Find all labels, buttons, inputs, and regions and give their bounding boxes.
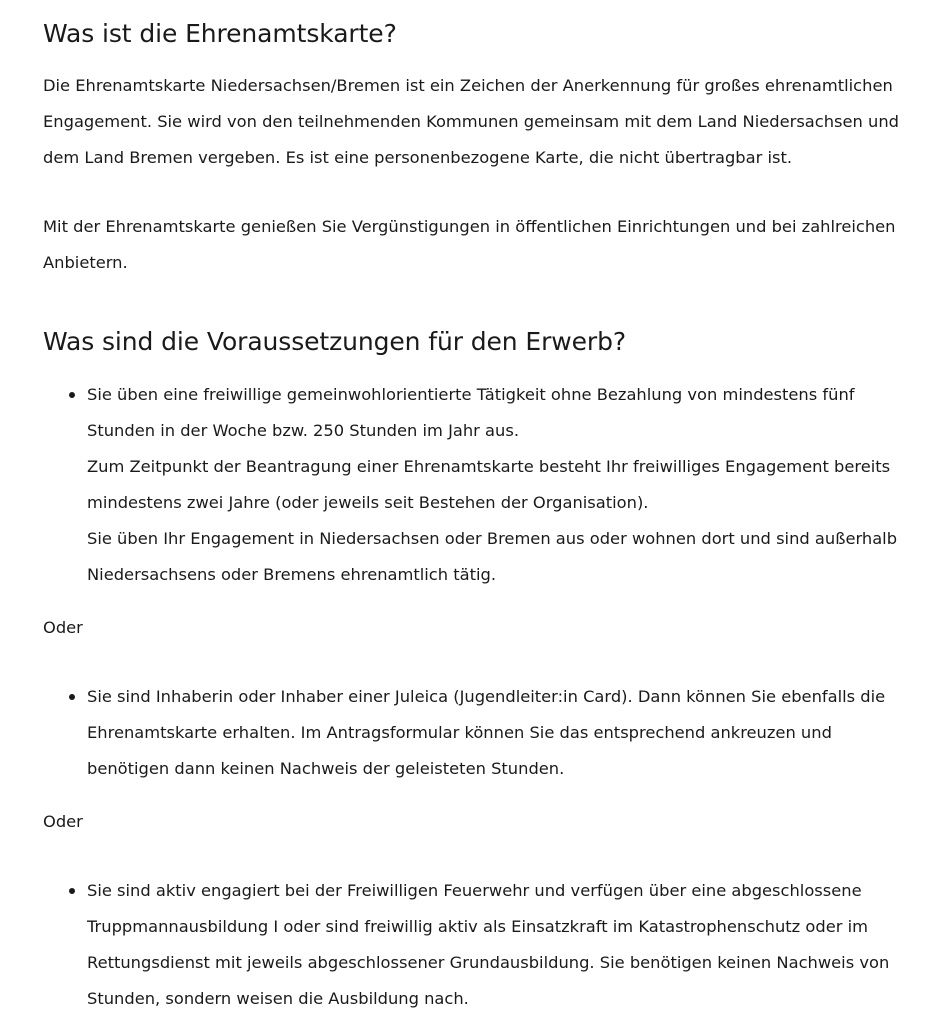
requirement-fire-brigade: Sie sind aktiv engagiert bei der Freiwilligen Feuerwehr und verfügen über eine abgeschlossene Truppmannausbildung I oder sind freiwillig aktiv als Einsatzkraft im Katastrophenschutz oder im Rettungsdienst mit jeweils abgeschlossener Grundausbildung. Sie benötigen keinen Nachweis von Stunden, sondern weisen die Ausbildung nach. bbox=[87, 881, 890, 1008]
heading-what-is-card: Was ist die Ehrenamtskarte? bbox=[43, 19, 397, 48]
benefits-paragraph: Mit der Ehrenamtskarte genießen Sie Vergünstigungen in öffentlichen Einrichtungen und bei zahlreichen Anbietern. bbox=[43, 217, 896, 272]
requirement-juleica: Sie sind Inhaberin oder Inhaber einer Juleica (Jugendleiter:in Card). Dann können Sie ebenfalls die Ehrenamtskarte erhalten. Im Antragsformular können Sie das entsprechend ankreuzen und benötigen dann keinen Nachweis der geleisteten Stunden. bbox=[87, 687, 886, 778]
bullet-icon bbox=[69, 888, 75, 894]
requirement-activity-hours: Sie üben eine freiwillige gemeinwohlorientierte Tätigkeit ohne Bezahlung von mindestens fünf Stunden in der Woche bzw. 250 Stunden im Jahr aus. bbox=[87, 385, 855, 440]
requirements-list-1 bbox=[43, 377, 902, 593]
list-item bbox=[87, 377, 902, 593]
list-item bbox=[87, 873, 902, 1017]
separator-oder: Oder bbox=[43, 812, 83, 831]
bullet-icon bbox=[69, 694, 75, 700]
requirement-duration: Zum Zeitpunkt der Beantragung einer Ehrenamtskarte besteht Ihr freiwilliges Engagement bereits mindestens zwei Jahre (oder jeweils seit Bestehen der Organisation). bbox=[87, 457, 891, 512]
list-item bbox=[87, 679, 902, 787]
requirements-list-3 bbox=[43, 873, 902, 1017]
intro-paragraph: Die Ehrenamtskarte Niedersachsen/Bremen ist ein Zeichen der Anerkennung für großes ehrenamtlichen Engagement. Sie wird von den teilnehmenden Kommunen gemeinsam mit dem Land Niedersachsen und dem Land Bremen vergeben. Es ist eine personenbezogene Karte, die nicht übertragbar ist. bbox=[43, 76, 900, 167]
separator-oder: Oder bbox=[43, 618, 83, 637]
bullet-icon bbox=[69, 392, 75, 398]
requirements-list-2 bbox=[43, 679, 902, 787]
heading-requirements: Was sind die Voraussetzungen für den Erwerb? bbox=[43, 327, 627, 356]
requirement-location: Sie üben Ihr Engagement in Niedersachsen oder Bremen aus oder wohnen dort und sind außerhalb Niedersachsens oder Bremens ehrenamtlich tätig. bbox=[87, 529, 898, 584]
